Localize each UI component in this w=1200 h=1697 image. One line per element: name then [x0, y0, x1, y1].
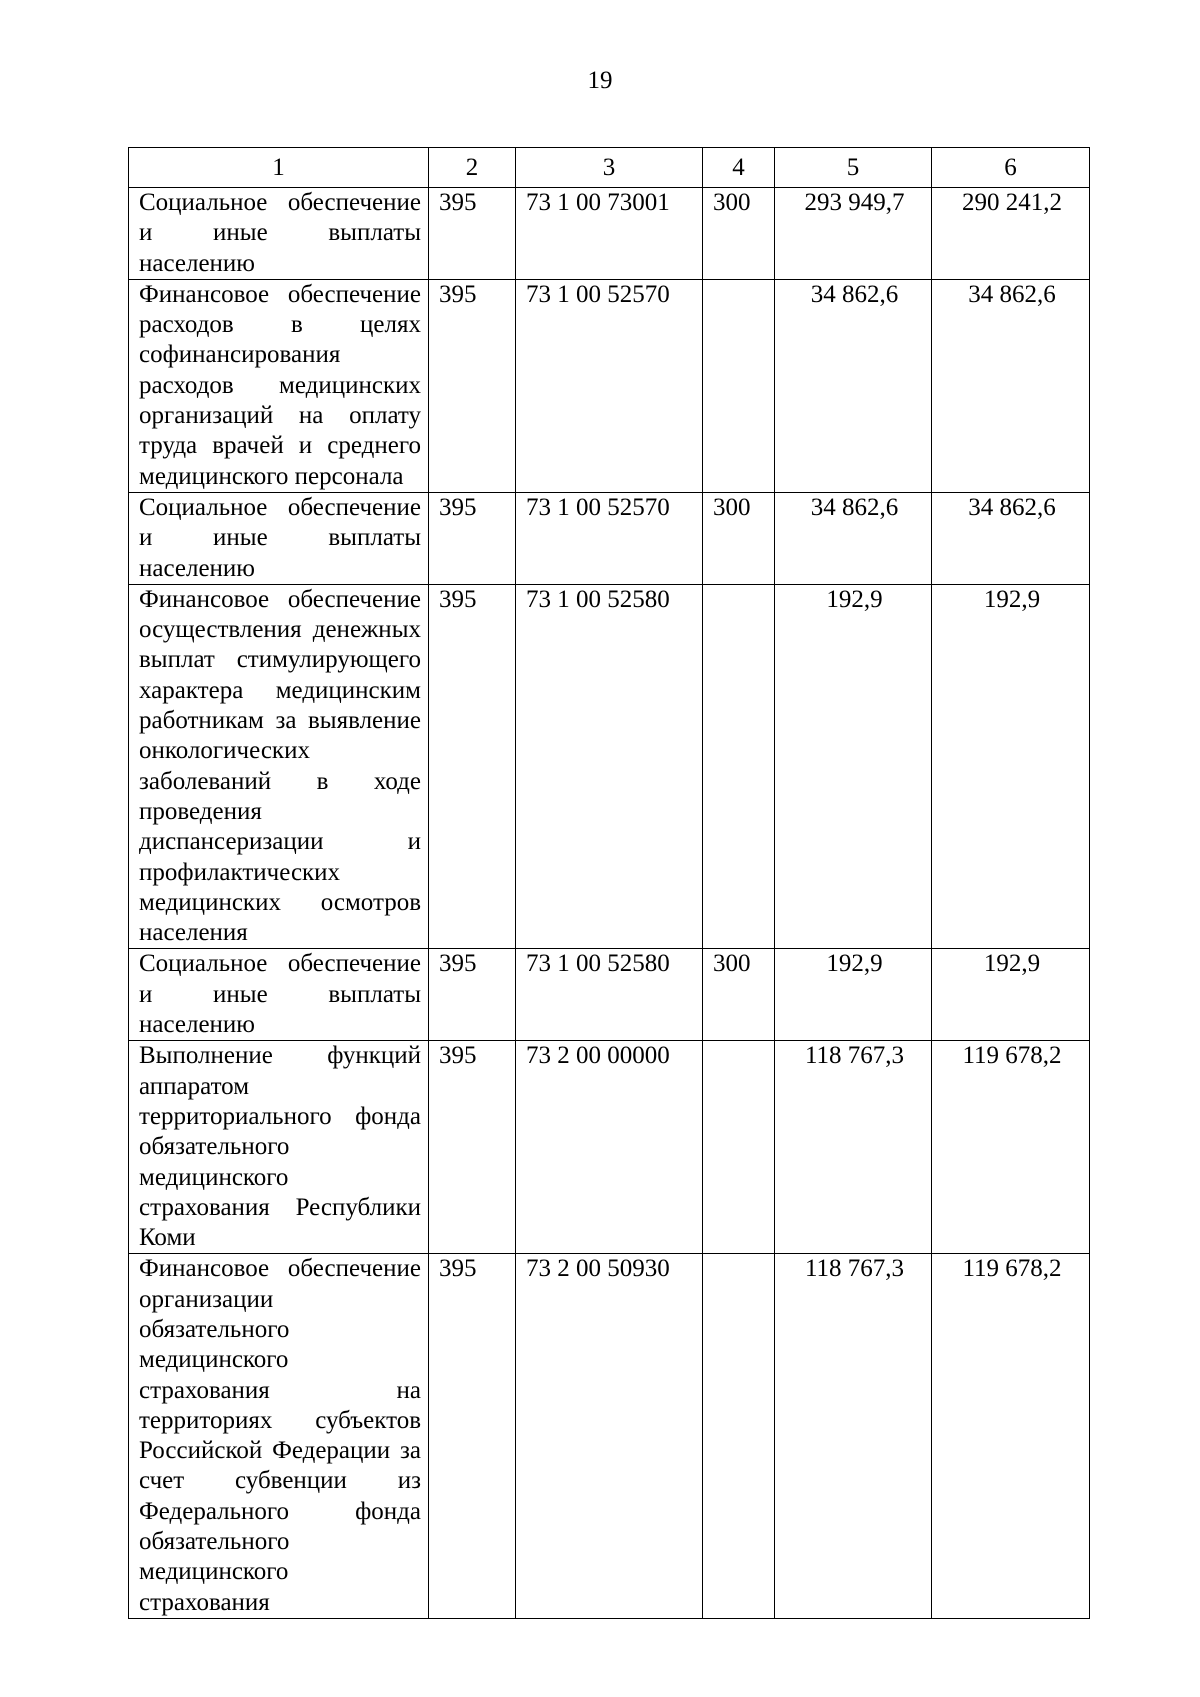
row-sum-1: 118 767,3 [775, 1254, 932, 1619]
row-sum-2: 192,9 [932, 949, 1090, 1041]
table-header-row [129, 148, 1090, 188]
row-target-article: 73 1 00 52580 [516, 584, 703, 949]
table-row [129, 1041, 1090, 1254]
row-expense-type: 300 [703, 492, 775, 584]
row-sum-2: 290 241,2 [932, 188, 1090, 280]
row-sum-1: 118 767,3 [775, 1041, 932, 1254]
row-sum-2: 34 862,6 [932, 492, 1090, 584]
row-name: Социальное обеспечение и иные выплаты населению [129, 492, 429, 584]
row-name: Выполнение функций аппаратом территориального фонда обязательного медицинского страхования Республики Коми [129, 1041, 429, 1254]
column-header-1: 1 [129, 148, 429, 188]
table-row [129, 1254, 1090, 1619]
row-target-article: 73 1 00 73001 [516, 188, 703, 280]
table-row [129, 279, 1090, 492]
column-header-3: 3 [516, 148, 703, 188]
table-row [129, 188, 1090, 280]
row-sum-2: 119 678,2 [932, 1041, 1090, 1254]
page-number: 19 [587, 67, 613, 94]
column-header-4: 4 [703, 148, 775, 188]
table-row [129, 492, 1090, 584]
row-target-article: 73 1 00 52570 [516, 279, 703, 492]
row-sum-1: 293 949,7 [775, 188, 932, 280]
row-target-article: 73 1 00 52580 [516, 949, 703, 1041]
row-name: Финансовое обеспечение расходов в целях софинансирования расходов медицинских организаций на оплату труда врачей и среднего медицинского персонала [129, 279, 429, 492]
table-row [129, 949, 1090, 1041]
row-sum-2: 34 862,6 [932, 279, 1090, 492]
row-expense-type [703, 279, 775, 492]
row-sum-2: 192,9 [932, 584, 1090, 949]
row-sum-1: 34 862,6 [775, 492, 932, 584]
row-name: Социальное обеспечение и иные выплаты населению [129, 188, 429, 280]
row-code: 395 [429, 949, 516, 1041]
row-code: 395 [429, 279, 516, 492]
row-target-article: 73 2 00 50930 [516, 1254, 703, 1619]
row-code: 395 [429, 1041, 516, 1254]
row-name: Финансовое обеспечение организации обязательного медицинского страхования на территориях субъектов Российской Федерации за счет субвенции из Федерального фонда обязательного медицинского страхования [129, 1254, 429, 1619]
row-target-article: 73 2 00 00000 [516, 1041, 703, 1254]
row-name: Финансовое обеспечение осуществления денежных выплат стимулирующего характера медицинским работникам за выявление онкологических заболеваний в ходе проведения диспансеризации и профилактических медицинских осмотров населения [129, 584, 429, 949]
row-expense-type [703, 1041, 775, 1254]
row-sum-1: 192,9 [775, 949, 932, 1041]
row-expense-type: 300 [703, 188, 775, 280]
row-code: 395 [429, 492, 516, 584]
row-code: 395 [429, 188, 516, 280]
column-header-2: 2 [429, 148, 516, 188]
budget-table [128, 147, 1090, 1619]
row-code: 395 [429, 584, 516, 949]
row-expense-type [703, 1254, 775, 1619]
table-row [129, 584, 1090, 949]
row-code: 395 [429, 1254, 516, 1619]
row-sum-2: 119 678,2 [932, 1254, 1090, 1619]
row-expense-type: 300 [703, 949, 775, 1041]
column-header-5: 5 [775, 148, 932, 188]
column-header-6: 6 [932, 148, 1090, 188]
row-sum-1: 34 862,6 [775, 279, 932, 492]
row-sum-1: 192,9 [775, 584, 932, 949]
row-name: Социальное обеспечение и иные выплаты населению [129, 949, 429, 1041]
row-target-article: 73 1 00 52570 [516, 492, 703, 584]
row-expense-type [703, 584, 775, 949]
